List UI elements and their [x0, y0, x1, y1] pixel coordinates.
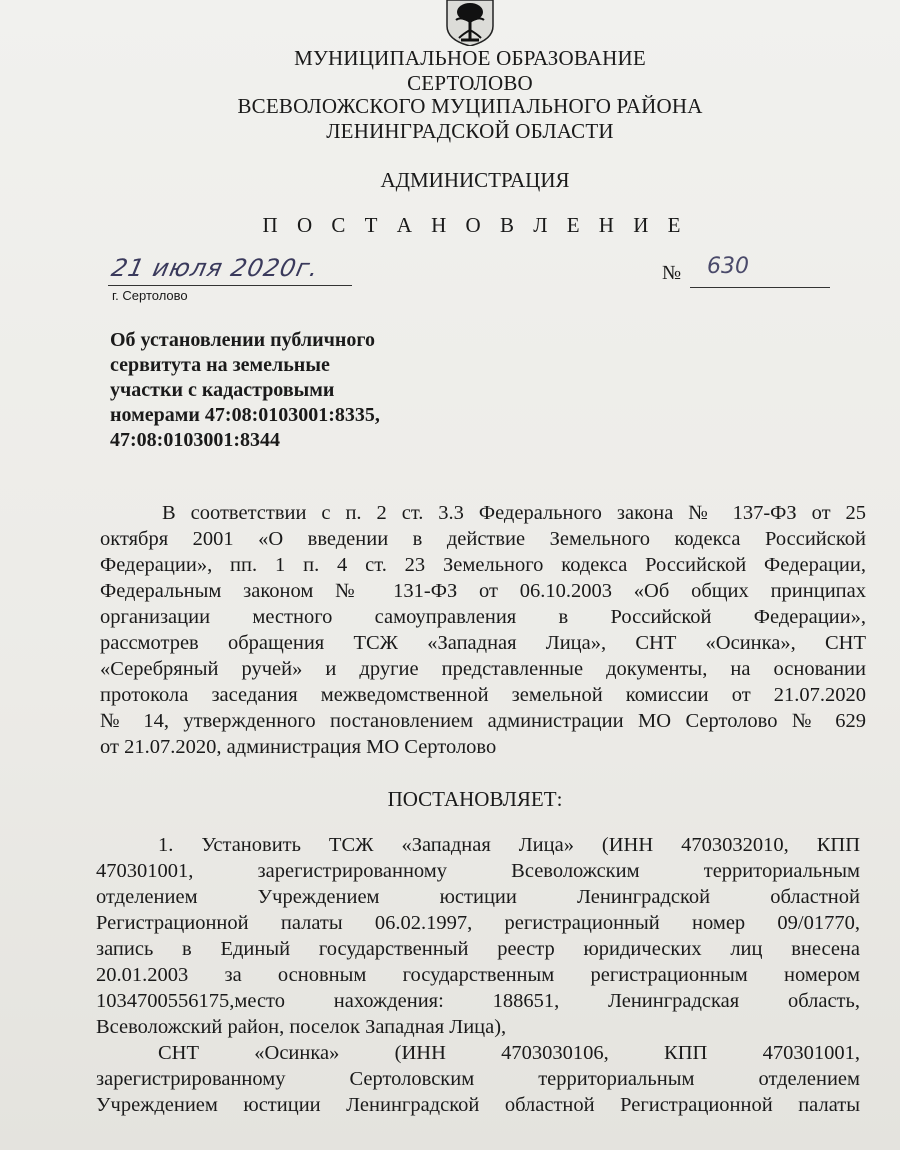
text-line: «Серебряный ручей» и другие представленные документы, на основании [100, 658, 866, 680]
preamble-paragraph [100, 500, 866, 760]
text-line: Учреждением юстиции Ленинградской областной Регистрационной палаты [96, 1094, 860, 1116]
text-line: Всеволожский район, поселок Западная Лица), [96, 1016, 507, 1038]
handwritten-date: 21 июля 2020г. [109, 254, 322, 282]
subject-line: 47:08:0103001:8344 [110, 429, 280, 451]
text-line: В соответствии с п. 2 ст. 3.3 Федерального закона № 137-ФЗ от 25 [162, 502, 866, 524]
subject-line: номерами 47:08:0103001:8335, [110, 404, 380, 426]
subject-line: сервитута на земельные [110, 354, 330, 376]
header-line-2: СЕРТОЛОВО [407, 71, 533, 95]
text-line: рассмотрев обращения ТСЖ «Западная Лица», СНТ «Осинка», СНТ [100, 632, 866, 654]
subject-line: Об установлении публичного [110, 329, 376, 351]
text-line: протокола заседания межведомственной земельной комиссии от 21.07.2020 [100, 684, 866, 706]
administration-title: АДМИНИСТРАЦИЯ [380, 168, 570, 192]
text-line: № 14, утвержденного постановлением администрации МО Сертолово № 629 [100, 710, 866, 732]
city-label: г. Сертолово [112, 288, 188, 303]
document-type-title: П О С Т А Н О В Л Е Н И Е [262, 213, 688, 237]
coat-of-arms-emblem [441, 0, 499, 46]
header-line-4: ЛЕНИНГРАДСКОЙ ОБЛАСТИ [326, 119, 614, 143]
number-sign: № [662, 262, 682, 284]
text-line: октября 2001 «О введении в действие Земельного кодекса Российской [100, 528, 866, 550]
text-line: отделением Учреждением юстиции Ленинградской областной [96, 886, 860, 908]
text-line: Регистрационной палаты 06.02.1997, регистрационный номер 09/01770, [96, 912, 860, 934]
text-line: запись в Единый государственный реестр юридических лиц внесена [96, 938, 860, 960]
date-underline [108, 285, 352, 286]
text-line: от 21.07.2020, администрация МО Сертолово [100, 736, 497, 758]
text-line: организации местного самоуправления в Российской Федерации», [100, 606, 866, 628]
subject-line: участки с кадастровыми [110, 379, 335, 401]
text-line: Федеральным законом № 131-ФЗ от 06.10.2003 «Об общих принципах [100, 580, 866, 602]
header-line-1: МУНИЦИПАЛЬНОЕ ОБРАЗОВАНИЕ [294, 46, 646, 70]
text-line: 1. Установить ТСЖ «Западная Лица» (ИНН 4703032010, КПП [158, 834, 860, 856]
text-line: 470301001, зарегистрированному Всеволожским территориальным [96, 860, 860, 882]
text-line: СНТ «Осинка» (ИНН 4703030106, КПП 470301001, [158, 1042, 860, 1064]
resolves-heading: ПОСТАНОВЛЯЕТ: [387, 787, 563, 811]
number-underline [690, 287, 830, 288]
text-line: Федерации», пп. 1 п. 4 ст. 23 Земельного кодекса Российской Федерации, [100, 554, 866, 576]
text-line: 1034700556175,место нахождения: 188651, Ленинградская область, [96, 990, 860, 1012]
text-line: зарегистрированному Сертоловским территориальным отделением [96, 1068, 860, 1090]
item-1-paragraph [96, 832, 860, 1118]
text-line: 20.01.2003 за основным государственным регистрационным номером [96, 964, 860, 986]
header-line-3: ВСЕВОЛОЖСКОГО МУЦИПАЛЬНОГО РАЙОНА [237, 94, 703, 118]
document-subject [110, 328, 430, 453]
handwritten-number: 630 [707, 254, 749, 279]
